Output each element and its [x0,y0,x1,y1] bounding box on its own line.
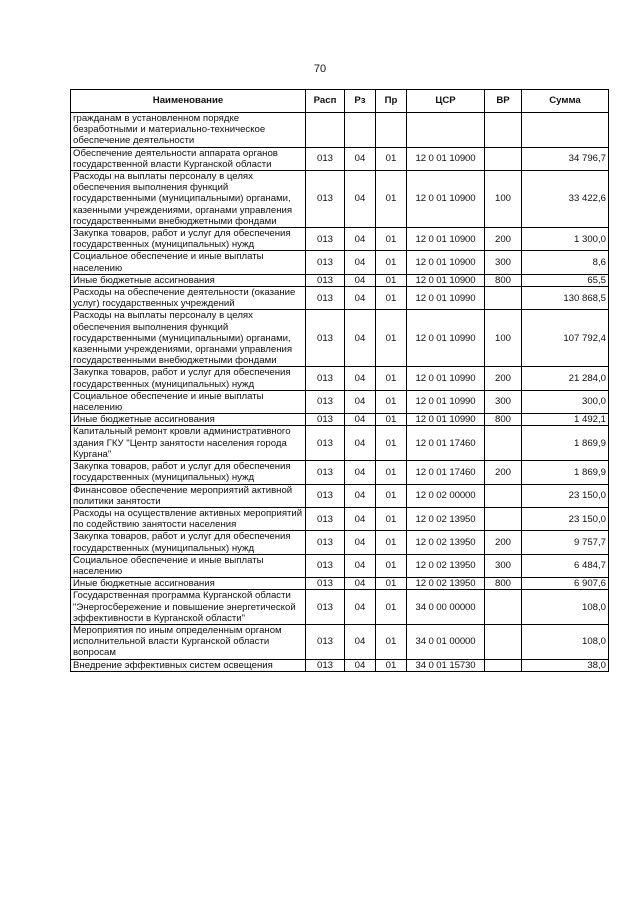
table-cell-pr: 01 [376,578,407,590]
table-cell-csr: 12 0 01 10900 [407,228,485,251]
table-cell-pr: 01 [376,554,407,577]
table-cell-csr: 34 0 00 00000 [407,590,485,625]
table-cell-name: Социальное обеспечение и иные выплаты населению [71,390,306,413]
table-cell-name: Расходы на выплаты персоналу в целях обеспечения выполнения функций государственными (муниципальными) органами, казенными учреждениями, органами управления государственными внебюджетными фондами [71,310,306,367]
table-cell-rasp: 013 [306,507,345,530]
table-cell-sum: 38,0 [522,659,609,671]
table-cell-pr: 01 [376,624,407,659]
table-row [71,287,609,310]
table-cell-csr: 12 0 01 10900 [407,251,485,274]
table-cell-rasp: 013 [306,624,345,659]
header-csr: ЦСР [407,90,485,113]
table-cell-csr: 12 0 01 10990 [407,310,485,367]
table-cell-vr [485,113,522,148]
table-cell-vr: 800 [485,274,522,286]
header-sum: Сумма [522,90,609,113]
table-cell-name: Капитальный ремонт кровли административного здания ГКУ "Центр занятости населения города Кургана" [71,426,306,461]
table-cell-rasp: 013 [306,274,345,286]
table-cell-pr: 01 [376,590,407,625]
table-cell-sum: 300,0 [522,390,609,413]
header-pr: Пр [376,90,407,113]
table-cell-csr: 12 0 01 17460 [407,461,485,484]
table-cell-rasp: 013 [306,554,345,577]
table-row [71,624,609,659]
table-cell-csr: 12 0 01 10900 [407,171,485,228]
table-cell-sum: 1 869,9 [522,426,609,461]
table-cell-rz: 04 [345,228,376,251]
table-cell-rz: 04 [345,390,376,413]
table-cell-pr: 01 [376,659,407,671]
table-cell-rasp: 013 [306,659,345,671]
table-cell-sum: 1 300,0 [522,228,609,251]
table-cell-rz: 04 [345,367,376,390]
table-row [71,578,609,590]
table-cell-name: Закупка товаров, работ и услуг для обеспечения государственных (муниципальных) нужд [71,531,306,554]
table-row [71,310,609,367]
table-cell-csr: 12 0 01 10900 [407,274,485,286]
table-row [71,171,609,228]
table-cell-name: Закупка товаров, работ и услуг для обеспечения государственных (муниципальных) нужд [71,367,306,390]
table-cell-rasp: 013 [306,414,345,426]
table-cell-rasp: 013 [306,426,345,461]
table-cell-sum: 33 422,6 [522,171,609,228]
table-row [71,147,609,170]
table-cell-rz: 04 [345,578,376,590]
table-row [71,531,609,554]
table-cell-rz: 04 [345,624,376,659]
table-cell-pr: 01 [376,414,407,426]
table-cell-vr: 300 [485,390,522,413]
table-cell-rasp: 013 [306,287,345,310]
table-cell-csr: 12 0 02 13950 [407,554,485,577]
table-cell-sum: 1 492,1 [522,414,609,426]
header-rasp: Расп [306,90,345,113]
table-cell-vr: 800 [485,578,522,590]
table-cell-vr [485,590,522,625]
table-row [71,461,609,484]
table-cell-csr: 34 0 01 15730 [407,659,485,671]
table-cell-sum: 34 796,7 [522,147,609,170]
table-cell-name: Обеспечение деятельности аппарата органов государственной власти Курганской области [71,147,306,170]
table-cell-rz: 04 [345,251,376,274]
table-cell-csr: 12 0 01 10900 [407,147,485,170]
table-cell-rz: 04 [345,414,376,426]
table-cell-name: Иные бюджетные ассигнования [71,578,306,590]
table-cell-csr: 12 0 01 10990 [407,414,485,426]
table-cell-rz: 04 [345,590,376,625]
table-cell-csr: 12 0 02 13950 [407,507,485,530]
header-vr: ВР [485,90,522,113]
table-cell-rz: 04 [345,484,376,507]
table-cell-csr: 12 0 01 10990 [407,367,485,390]
table-cell-csr [407,113,485,148]
table-cell-csr: 12 0 01 10990 [407,390,485,413]
table-cell-name: Закупка товаров, работ и услуг для обеспечения государственных (муниципальных) нужд [71,228,306,251]
header-rz: Рз [345,90,376,113]
table-row [71,484,609,507]
table-cell-name: гражданам в установленном порядке безработными и материально-техническое обеспечение деятельности [71,113,306,148]
table-cell-sum: 21 284,0 [522,367,609,390]
table-cell-pr: 01 [376,251,407,274]
table-cell-sum: 108,0 [522,590,609,625]
table-cell-sum: 23 150,0 [522,507,609,530]
table-cell-rz: 04 [345,147,376,170]
table-cell-rz [345,113,376,148]
table-cell-rasp [306,113,345,148]
table-cell-pr: 01 [376,390,407,413]
table-cell-vr: 100 [485,310,522,367]
table-cell-vr: 300 [485,251,522,274]
table-cell-vr [485,147,522,170]
table-cell-pr: 01 [376,484,407,507]
table-cell-pr: 01 [376,274,407,286]
table-row [71,390,609,413]
table-cell-rasp: 013 [306,310,345,367]
table-cell-pr: 01 [376,171,407,228]
table-cell-rasp: 013 [306,578,345,590]
table-cell-rasp: 013 [306,461,345,484]
table-row [71,507,609,530]
table-cell-rasp: 013 [306,390,345,413]
table-cell-rz: 04 [345,287,376,310]
table-cell-vr: 200 [485,531,522,554]
table-cell-rz: 04 [345,461,376,484]
table-cell-pr: 01 [376,461,407,484]
table-cell-vr [485,624,522,659]
table-cell-pr: 01 [376,531,407,554]
table-cell-vr: 200 [485,461,522,484]
table-cell-sum: 6 907,6 [522,578,609,590]
table-cell-sum: 1 869,9 [522,461,609,484]
table-cell-name: Внедрение эффективных систем освещения [71,659,306,671]
table-cell-sum: 23 150,0 [522,484,609,507]
table-cell-vr [485,507,522,530]
table-cell-pr [376,113,407,148]
table-cell-sum: 108,0 [522,624,609,659]
table-cell-name: Государственная программа Курганской области "Энергосбережение и повышение энергетической эффективности в Курганской области" [71,590,306,625]
header-name: Наименование [71,90,306,113]
table-cell-vr: 300 [485,554,522,577]
table-cell-name: Расходы на выплаты персоналу в целях обеспечения выполнения функций государственными (муниципальными) органами, казенными учреждениями, органами управления государственными внебюджетными фондами [71,171,306,228]
table-cell-name: Иные бюджетные ассигнования [71,274,306,286]
table-row [71,414,609,426]
table-row [71,251,609,274]
table-header-row [71,90,609,113]
table-row [71,659,609,671]
table-row [71,113,609,148]
table-cell-rasp: 013 [306,484,345,507]
table-cell-vr: 200 [485,367,522,390]
table-cell-rasp: 013 [306,251,345,274]
table-cell-rz: 04 [345,507,376,530]
table-cell-csr: 34 0 01 00000 [407,624,485,659]
table-row [71,426,609,461]
table-cell-sum [522,113,609,148]
table-cell-sum: 8,6 [522,251,609,274]
table-cell-csr: 12 0 01 10990 [407,287,485,310]
table-row [71,274,609,286]
table-cell-rasp: 013 [306,367,345,390]
table-cell-pr: 01 [376,228,407,251]
table-cell-name: Социальное обеспечение и иные выплаты населению [71,554,306,577]
table-cell-csr: 12 0 02 00000 [407,484,485,507]
table-row [71,554,609,577]
table-cell-sum: 130 868,5 [522,287,609,310]
table-cell-rz: 04 [345,554,376,577]
table-cell-sum: 6 484,7 [522,554,609,577]
table-cell-rasp: 013 [306,531,345,554]
table-cell-name: Расходы на осуществление активных мероприятий по содействию занятости населения [71,507,306,530]
table-row [71,367,609,390]
table-cell-rasp: 013 [306,590,345,625]
table-cell-rz: 04 [345,531,376,554]
table-cell-csr: 12 0 01 17460 [407,426,485,461]
table-cell-pr: 01 [376,147,407,170]
table-cell-name: Расходы на обеспечение деятельности (оказание услуг) государственных учреждений [71,287,306,310]
table-cell-name: Финансовое обеспечение мероприятий активной политики занятости [71,484,306,507]
table-cell-pr: 01 [376,287,407,310]
table-cell-pr: 01 [376,367,407,390]
table-cell-name: Иные бюджетные ассигнования [71,414,306,426]
table-cell-csr: 12 0 02 13950 [407,578,485,590]
table-cell-name: Социальное обеспечение и иные выплаты населению [71,251,306,274]
table-cell-rz: 04 [345,171,376,228]
table-cell-pr: 01 [376,310,407,367]
table-cell-csr: 12 0 02 13950 [407,531,485,554]
table-cell-name: Закупка товаров, работ и услуг для обеспечения государственных (муниципальных) нужд [71,461,306,484]
table-cell-rz: 04 [345,310,376,367]
table-cell-vr [485,426,522,461]
table-cell-vr: 200 [485,228,522,251]
page-number: 70 [313,63,327,75]
table-cell-rz: 04 [345,274,376,286]
table-cell-rasp: 013 [306,147,345,170]
table-cell-vr: 100 [485,171,522,228]
table-cell-pr: 01 [376,426,407,461]
table-cell-name: Мероприятия по иным определенным органом исполнительной власти Курганской области вопросам [71,624,306,659]
table-cell-rz: 04 [345,426,376,461]
table-row [71,590,609,625]
table-cell-rasp: 013 [306,171,345,228]
table-cell-sum: 65,5 [522,274,609,286]
table-cell-rz: 04 [345,659,376,671]
table-cell-pr: 01 [376,507,407,530]
table-cell-sum: 107 792,4 [522,310,609,367]
table-cell-sum: 9 757,7 [522,531,609,554]
table-cell-rasp: 013 [306,228,345,251]
table-cell-vr [485,287,522,310]
budget-table [70,89,609,672]
table-cell-vr: 800 [485,414,522,426]
table-row [71,228,609,251]
table-cell-vr [485,484,522,507]
table-cell-vr [485,659,522,671]
